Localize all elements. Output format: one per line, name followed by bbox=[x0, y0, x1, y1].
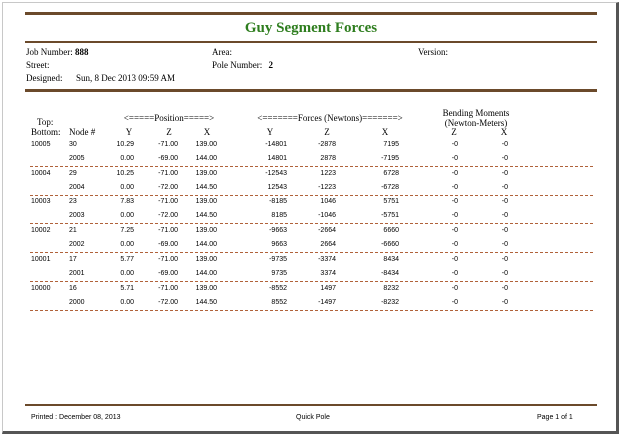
force-x-cell: -6728 bbox=[381, 183, 399, 191]
position-z-cell: -72.00 bbox=[158, 298, 178, 306]
force-x-cell: -8434 bbox=[381, 269, 399, 277]
force-z-cell: 1046 bbox=[320, 198, 336, 206]
moment-z-cell: -0 bbox=[451, 269, 458, 277]
page-number: Page 1 of 1 bbox=[537, 414, 573, 421]
force-z-cell: -2878 bbox=[318, 141, 336, 148]
moment-x-cell: -0 bbox=[501, 141, 508, 148]
position-z-cell: -72.00 bbox=[158, 212, 178, 220]
force-z-cell: 2878 bbox=[320, 155, 336, 162]
node-cell: 16 bbox=[69, 284, 77, 292]
moment-z-cell: -0 bbox=[451, 155, 458, 162]
moment-x-cell: -0 bbox=[501, 298, 508, 306]
segment-id-cell: 10000 bbox=[31, 284, 51, 292]
position-y-cell: 5.77 bbox=[120, 255, 134, 263]
position-x-cell: 139.00 bbox=[195, 141, 217, 148]
force-z-cell: -1497 bbox=[318, 298, 336, 306]
segment-id-cell: 10005 bbox=[31, 141, 51, 148]
position-z-cell: -71.00 bbox=[158, 227, 178, 235]
position-x-cell: 139.00 bbox=[195, 198, 217, 206]
position-y-cell: 0.00 bbox=[120, 183, 134, 191]
force-x-cell: 8434 bbox=[383, 255, 399, 263]
moment-x-cell: -0 bbox=[501, 155, 508, 162]
moment-z-cell: -0 bbox=[451, 198, 458, 206]
col-pos-y: Y bbox=[125, 127, 133, 137]
force-y-cell: -9663 bbox=[269, 227, 287, 235]
designed-label: Designed: bbox=[26, 73, 63, 83]
position-y-cell: 0.00 bbox=[120, 241, 134, 249]
position-x-cell: 144.00 bbox=[195, 241, 217, 249]
force-y-cell: -12543 bbox=[265, 169, 287, 177]
version-label: Version: bbox=[418, 47, 448, 57]
forces-group-label: <=======Forces (Newtons)=======> bbox=[257, 113, 403, 123]
node-cell: 30 bbox=[69, 141, 77, 148]
force-x-cell: -8232 bbox=[381, 298, 399, 306]
app-name: Quick Pole bbox=[296, 414, 330, 421]
position-z-cell: -71.00 bbox=[158, 284, 178, 292]
node-cell: 2000 bbox=[69, 298, 85, 306]
position-x-cell: 144.00 bbox=[195, 155, 217, 162]
force-z-cell: 2664 bbox=[320, 241, 336, 249]
moment-z-cell: -0 bbox=[451, 212, 458, 220]
moment-x-cell: -0 bbox=[501, 169, 508, 177]
page-border bbox=[2, 2, 619, 434]
header-rule bbox=[25, 89, 597, 92]
designed-value: Sun, 8 Dec 2013 09:59 AM bbox=[76, 73, 175, 83]
position-x-cell: 139.00 bbox=[195, 227, 217, 235]
segment-separator bbox=[30, 281, 593, 282]
position-z-cell: -69.00 bbox=[158, 269, 178, 277]
position-y-cell: 5.71 bbox=[120, 284, 134, 292]
position-z-cell: -69.00 bbox=[158, 241, 178, 249]
force-z-cell: 1223 bbox=[320, 169, 336, 177]
pole-number-value: 2 bbox=[268, 60, 273, 70]
col-force-x: X bbox=[381, 127, 389, 137]
segment-id-cell: 10004 bbox=[31, 169, 51, 177]
segment-separator bbox=[30, 252, 593, 253]
position-group-label: <=====Position=====> bbox=[123, 113, 215, 123]
moments-group-label: Bending Moments bbox=[442, 108, 510, 118]
moment-x-cell: -0 bbox=[501, 198, 508, 206]
position-x-cell: 139.00 bbox=[195, 169, 217, 177]
force-z-cell: -1046 bbox=[318, 212, 336, 220]
position-y-cell: 10.29 bbox=[116, 141, 134, 148]
moment-x-cell: -0 bbox=[501, 255, 508, 263]
force-y-cell: 8552 bbox=[271, 298, 287, 306]
segment-id-cell: 10003 bbox=[31, 198, 51, 206]
job-number-value: 888 bbox=[75, 47, 89, 57]
position-y-cell: 7.83 bbox=[120, 198, 134, 206]
printed-date: Printed : December 08, 2013 bbox=[31, 414, 121, 421]
position-x-cell: 144.00 bbox=[195, 269, 217, 277]
node-cell: 21 bbox=[69, 227, 77, 235]
segment-separator bbox=[30, 166, 593, 167]
moment-z-cell: -0 bbox=[451, 141, 458, 148]
node-cell: 29 bbox=[69, 169, 77, 177]
col-moment-z: Z bbox=[451, 127, 457, 137]
force-x-cell: 8232 bbox=[383, 284, 399, 292]
job-number-label: Job Number: bbox=[26, 47, 73, 57]
moment-z-cell: -0 bbox=[451, 284, 458, 292]
position-y-cell: 7.25 bbox=[120, 227, 134, 235]
moment-z-cell: -0 bbox=[451, 183, 458, 191]
position-z-cell: -71.00 bbox=[158, 169, 178, 177]
street-label: Street: bbox=[26, 60, 50, 70]
force-y-cell: -9735 bbox=[269, 255, 287, 263]
top-rule bbox=[25, 12, 597, 15]
area-label: Area: bbox=[212, 47, 232, 57]
position-z-cell: -69.00 bbox=[158, 155, 178, 162]
footer-rule bbox=[25, 404, 597, 406]
force-y-cell: 9663 bbox=[271, 241, 287, 249]
force-z-cell: 3374 bbox=[320, 269, 336, 277]
moment-x-cell: -0 bbox=[501, 183, 508, 191]
node-cell: 2005 bbox=[69, 155, 85, 162]
position-z-cell: -71.00 bbox=[158, 198, 178, 206]
moment-z-cell: -0 bbox=[451, 298, 458, 306]
node-cell: 17 bbox=[69, 255, 77, 263]
force-x-cell: -7195 bbox=[381, 155, 399, 162]
force-x-cell: -6660 bbox=[381, 241, 399, 249]
moment-z-cell: -0 bbox=[451, 227, 458, 235]
position-y-cell: 0.00 bbox=[120, 298, 134, 306]
col-top-label: Top: bbox=[37, 117, 54, 127]
force-x-cell: 7195 bbox=[383, 141, 399, 148]
node-cell: 2002 bbox=[69, 241, 85, 249]
position-x-cell: 139.00 bbox=[195, 255, 217, 263]
force-y-cell: 8185 bbox=[271, 212, 287, 220]
title-rule bbox=[25, 41, 597, 43]
moment-x-cell: -0 bbox=[501, 269, 508, 277]
position-z-cell: -71.00 bbox=[158, 255, 178, 263]
position-y-cell: 0.00 bbox=[120, 155, 134, 162]
pole-number-field bbox=[212, 60, 273, 70]
force-y-cell: -14801 bbox=[265, 141, 287, 148]
position-y-cell: 0.00 bbox=[120, 269, 134, 277]
position-x-cell: 139.00 bbox=[195, 284, 217, 292]
segment-separator bbox=[30, 310, 593, 311]
node-cell: 2004 bbox=[69, 183, 85, 191]
segment-separator bbox=[30, 223, 593, 224]
segment-separator bbox=[30, 195, 593, 196]
position-x-cell: 144.50 bbox=[195, 212, 217, 220]
force-y-cell: -8185 bbox=[269, 198, 287, 206]
col-pos-z: Z bbox=[166, 127, 172, 137]
moment-z-cell: -0 bbox=[451, 255, 458, 263]
segment-id-cell: 10001 bbox=[31, 255, 51, 263]
force-x-cell: 5751 bbox=[383, 198, 399, 206]
force-y-cell: 14801 bbox=[267, 155, 287, 162]
node-cell: 23 bbox=[69, 198, 77, 206]
force-y-cell: -8552 bbox=[269, 284, 287, 292]
position-z-cell: -71.00 bbox=[158, 141, 178, 148]
col-bottom-label: Bottom: bbox=[31, 127, 61, 137]
force-y-cell: 12543 bbox=[267, 183, 287, 191]
force-z-cell: -1223 bbox=[318, 183, 336, 191]
position-x-cell: 144.50 bbox=[195, 298, 217, 306]
report-title: Guy Segment Forces bbox=[244, 20, 378, 36]
moment-x-cell: -0 bbox=[501, 212, 508, 220]
col-pos-x: X bbox=[203, 127, 211, 137]
moment-x-cell: -0 bbox=[501, 241, 508, 249]
moment-x-cell: -0 bbox=[501, 284, 508, 292]
force-x-cell: 6660 bbox=[383, 227, 399, 235]
force-x-cell: 6728 bbox=[383, 169, 399, 177]
force-y-cell: 9735 bbox=[271, 269, 287, 277]
segment-id-cell: 10002 bbox=[31, 227, 51, 235]
moment-x-cell: -0 bbox=[501, 227, 508, 235]
moments-units-label: (Newton-Meters) bbox=[444, 118, 508, 128]
col-moment-x: X bbox=[500, 127, 508, 137]
pole-number-label: Pole Number: bbox=[212, 60, 263, 70]
position-y-cell: 10.25 bbox=[116, 169, 134, 177]
job-number-field bbox=[26, 47, 89, 57]
col-force-y: Y bbox=[266, 127, 274, 137]
moment-z-cell: -0 bbox=[451, 241, 458, 249]
position-x-cell: 144.50 bbox=[195, 183, 217, 191]
col-force-z: Z bbox=[324, 127, 330, 137]
force-z-cell: -2664 bbox=[318, 227, 336, 235]
node-cell: 2001 bbox=[69, 269, 85, 277]
moment-z-cell: -0 bbox=[451, 169, 458, 177]
force-z-cell: 1497 bbox=[320, 284, 336, 292]
position-y-cell: 0.00 bbox=[120, 212, 134, 220]
position-z-cell: -72.00 bbox=[158, 183, 178, 191]
force-x-cell: -5751 bbox=[381, 212, 399, 220]
force-z-cell: -3374 bbox=[318, 255, 336, 263]
col-node-label: Node # bbox=[69, 127, 96, 137]
node-cell: 2003 bbox=[69, 212, 85, 220]
